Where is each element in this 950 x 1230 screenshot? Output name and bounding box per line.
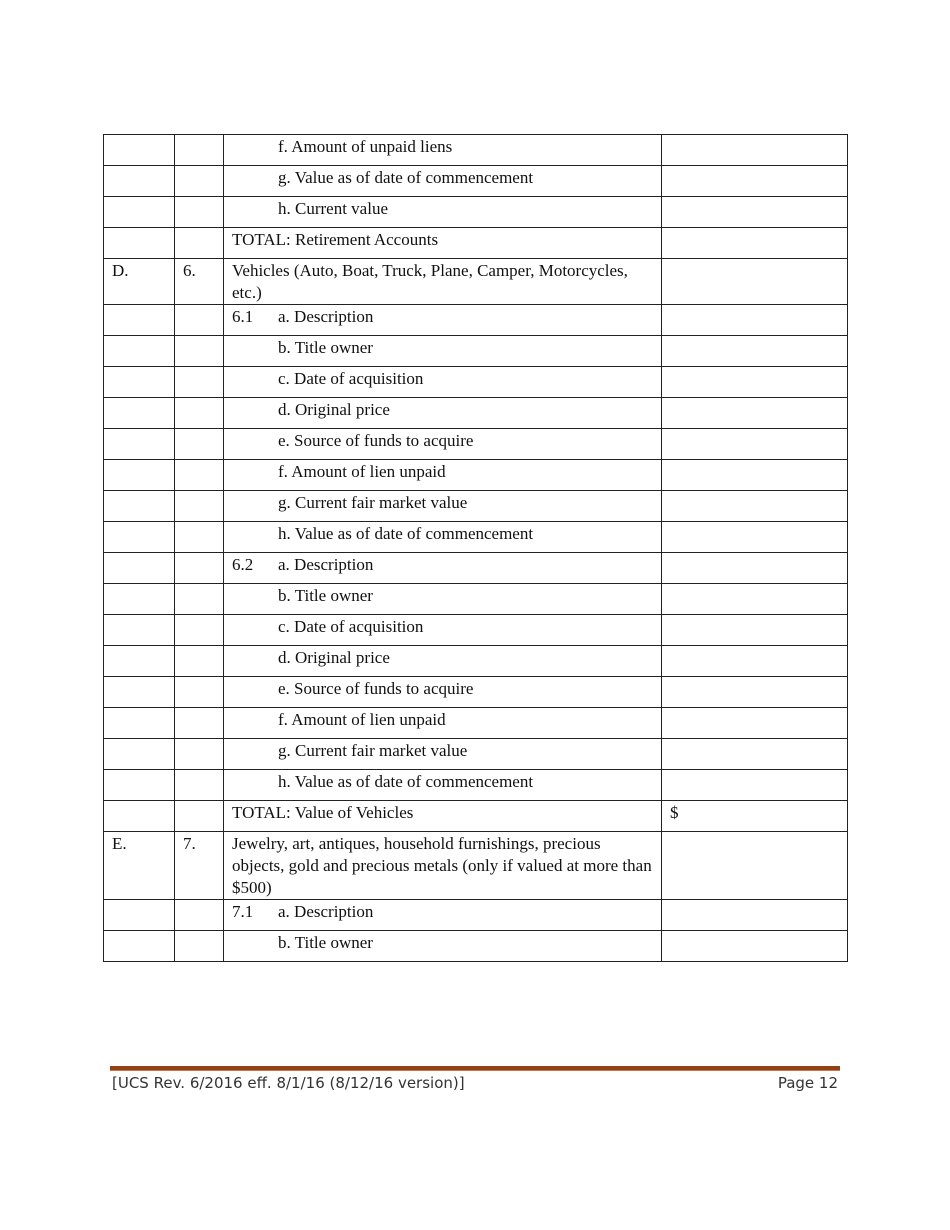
table-row <box>104 135 848 166</box>
item-number-cell <box>175 615 224 646</box>
table-body <box>104 135 848 962</box>
description-text: h. Value as of date of commencement <box>278 524 534 543</box>
value-cell[interactable] <box>662 305 848 336</box>
description-text: a. Description <box>278 902 374 921</box>
value-cell[interactable] <box>662 491 848 522</box>
section-letter-cell <box>104 305 175 336</box>
table-row <box>104 491 848 522</box>
table-row <box>104 522 848 553</box>
description-cell <box>224 708 662 739</box>
item-number-cell <box>175 491 224 522</box>
item-number-cell <box>175 460 224 491</box>
value-cell[interactable] <box>662 166 848 197</box>
item-number-cell <box>175 801 224 832</box>
description-text: f. Amount of lien unpaid <box>278 710 446 729</box>
sub-item-number: 6.2 <box>232 555 254 574</box>
description-text: c. Date of acquisition <box>278 369 424 388</box>
item-number-cell <box>175 900 224 931</box>
table-row <box>104 770 848 801</box>
description-cell <box>224 739 662 770</box>
description-cell <box>224 460 662 491</box>
table-row <box>104 553 848 584</box>
value-cell[interactable] <box>662 336 848 367</box>
description-text: h. Current value <box>278 199 388 218</box>
item-number-cell <box>175 677 224 708</box>
asset-form-table <box>103 134 848 962</box>
description-text: b. Title owner <box>278 586 373 605</box>
value-cell[interactable] <box>662 931 848 962</box>
value-cell[interactable] <box>662 135 848 166</box>
item-number-cell: 6. <box>175 259 224 305</box>
table-row <box>104 739 848 770</box>
description-cell <box>224 305 662 336</box>
description-text: g. Current fair market value <box>278 493 468 512</box>
section-letter-cell <box>104 522 175 553</box>
description-cell <box>224 677 662 708</box>
item-number-cell <box>175 429 224 460</box>
section-letter-cell <box>104 770 175 801</box>
description-text: f. Amount of lien unpaid <box>278 462 446 481</box>
description-text: h. Value as of date of commencement <box>278 772 534 791</box>
section-letter-cell <box>104 135 175 166</box>
value-cell[interactable] <box>662 228 848 259</box>
footer-page-number: Page 12 <box>777 1074 838 1092</box>
item-number-cell <box>175 739 224 770</box>
value-cell[interactable] <box>662 615 848 646</box>
table-row <box>104 708 848 739</box>
footer-revision: [UCS Rev. 6/2016 eff. 8/1/16 (8/12/16 version)] <box>112 1074 465 1092</box>
item-number-cell <box>175 197 224 228</box>
table-row <box>104 398 848 429</box>
section-letter-cell <box>104 677 175 708</box>
description-cell <box>224 197 662 228</box>
description-text: a. Description <box>278 307 374 326</box>
description-cell <box>224 336 662 367</box>
description-cell <box>224 259 662 305</box>
table-row <box>104 931 848 962</box>
sub-item-number: 6.1 <box>232 307 254 326</box>
table-row <box>104 259 848 305</box>
section-letter-cell <box>104 900 175 931</box>
description-cell <box>224 166 662 197</box>
description-text: Jewelry, art, antiques, household furnishings, precious objects, gold and precious metals (only if valued at more than $500) <box>232 834 652 897</box>
section-letter-cell <box>104 646 175 677</box>
section-letter-cell <box>104 166 175 197</box>
table-row <box>104 228 848 259</box>
value-cell[interactable]: $ <box>662 801 848 832</box>
value-cell[interactable] <box>662 900 848 931</box>
description-cell <box>224 553 662 584</box>
description-text: b. Title owner <box>278 933 373 952</box>
description-text: a. Description <box>278 555 374 574</box>
value-cell[interactable] <box>662 739 848 770</box>
value-cell[interactable] <box>662 770 848 801</box>
section-letter-cell <box>104 228 175 259</box>
section-letter-cell: D. <box>104 259 175 305</box>
description-cell <box>224 429 662 460</box>
item-number-cell <box>175 553 224 584</box>
description-cell <box>224 398 662 429</box>
table-row <box>104 166 848 197</box>
section-letter-cell <box>104 491 175 522</box>
section-letter-cell <box>104 336 175 367</box>
table-row <box>104 429 848 460</box>
section-letter-cell: E. <box>104 832 175 900</box>
description-cell <box>224 900 662 931</box>
table-row <box>104 832 848 900</box>
value-cell[interactable] <box>662 584 848 615</box>
value-cell[interactable] <box>662 832 848 900</box>
section-letter-cell <box>104 801 175 832</box>
description-cell <box>224 931 662 962</box>
description-cell <box>224 801 662 832</box>
item-number-cell: 7. <box>175 832 224 900</box>
value-cell[interactable] <box>662 197 848 228</box>
value-cell[interactable] <box>662 398 848 429</box>
sub-item-number: 7.1 <box>232 902 254 921</box>
table-row <box>104 801 848 832</box>
description-text: g. Current fair market value <box>278 741 468 760</box>
table-row <box>104 305 848 336</box>
table-row <box>104 367 848 398</box>
section-letter-cell <box>104 460 175 491</box>
item-number-cell <box>175 166 224 197</box>
description-cell <box>224 770 662 801</box>
item-number-cell <box>175 336 224 367</box>
description-cell <box>224 135 662 166</box>
item-number-cell <box>175 646 224 677</box>
item-number-cell <box>175 367 224 398</box>
description-cell <box>224 367 662 398</box>
description-text: TOTAL: Retirement Accounts <box>232 230 439 249</box>
item-number-cell <box>175 398 224 429</box>
description-cell <box>224 615 662 646</box>
description-text: e. Source of funds to acquire <box>278 679 474 698</box>
description-text: b. Title owner <box>278 338 373 357</box>
description-text: f. Amount of unpaid liens <box>278 137 453 156</box>
section-letter-cell <box>104 367 175 398</box>
description-text: TOTAL: Value of Vehicles <box>232 803 414 822</box>
value-cell[interactable] <box>662 522 848 553</box>
description-text: c. Date of acquisition <box>278 617 424 636</box>
section-letter-cell <box>104 931 175 962</box>
table-row <box>104 336 848 367</box>
item-number-cell <box>175 522 224 553</box>
table-row <box>104 615 848 646</box>
section-letter-cell <box>104 708 175 739</box>
item-number-cell <box>175 770 224 801</box>
description-cell <box>224 228 662 259</box>
value-cell[interactable] <box>662 646 848 677</box>
item-number-cell <box>175 228 224 259</box>
table-row <box>104 460 848 491</box>
table-row <box>104 900 848 931</box>
item-number-cell <box>175 708 224 739</box>
table-row <box>104 646 848 677</box>
description-cell <box>224 584 662 615</box>
value-cell[interactable] <box>662 460 848 491</box>
section-letter-cell <box>104 584 175 615</box>
value-cell[interactable] <box>662 259 848 305</box>
description-cell <box>224 646 662 677</box>
section-letter-cell <box>104 429 175 460</box>
item-number-cell <box>175 305 224 336</box>
description-cell <box>224 522 662 553</box>
footer-rule <box>110 1066 840 1071</box>
table-row <box>104 677 848 708</box>
description-cell <box>224 832 662 900</box>
description-text: d. Original price <box>278 648 390 667</box>
section-letter-cell <box>104 739 175 770</box>
description-text: Vehicles (Auto, Boat, Truck, Plane, Camper, Motorcycles, etc.) <box>232 261 628 302</box>
description-text: d. Original price <box>278 400 390 419</box>
value-cell[interactable] <box>662 429 848 460</box>
value-cell[interactable] <box>662 677 848 708</box>
value-cell[interactable] <box>662 708 848 739</box>
table-row <box>104 584 848 615</box>
item-number-cell <box>175 931 224 962</box>
item-number-cell <box>175 584 224 615</box>
section-letter-cell <box>104 398 175 429</box>
section-letter-cell <box>104 615 175 646</box>
section-letter-cell <box>104 553 175 584</box>
table-row <box>104 197 848 228</box>
description-text: g. Value as of date of commencement <box>278 168 534 187</box>
description-cell <box>224 491 662 522</box>
value-cell[interactable] <box>662 553 848 584</box>
description-text: e. Source of funds to acquire <box>278 431 474 450</box>
value-cell[interactable] <box>662 367 848 398</box>
section-letter-cell <box>104 197 175 228</box>
item-number-cell <box>175 135 224 166</box>
